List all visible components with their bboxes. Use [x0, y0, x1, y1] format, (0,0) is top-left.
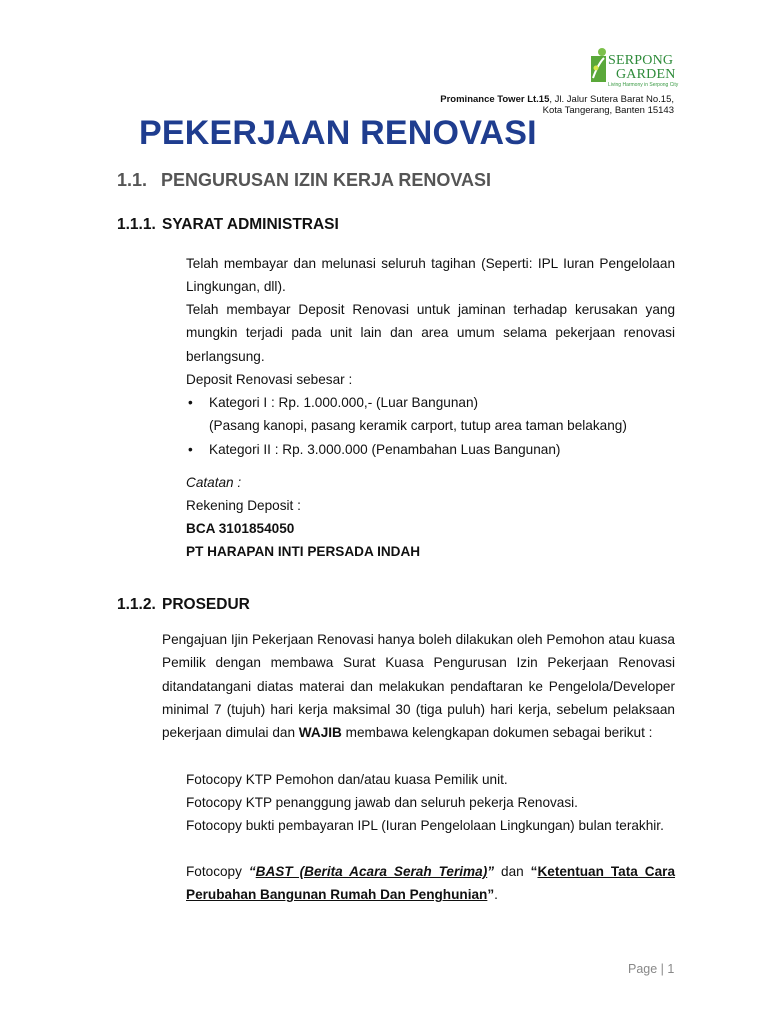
section-number: 1.1. — [117, 170, 148, 190]
section-heading — [117, 170, 491, 191]
bullet-icon: • — [188, 442, 193, 457]
deposit-category-2: Kategori II : Rp. 3.000.000 (Penambahan Luas Bangunan) — [209, 442, 561, 457]
page-title: PEKERJAAN RENOVASI — [139, 114, 537, 152]
logo-text-line2: GARDEN — [616, 67, 676, 82]
ketentuan-document: Ketentuan Tata Cara Perubahan Bangunan Rumah Dan Penghunian — [186, 864, 676, 903]
procedure-text: Pengajuan Ijin Pekerjaan Renovasi hanya boleh dilakukan oleh Pemohon atau kuasa Pemilik dengan membawa Surat Kuasa Pengurusan Izin Pekerjaan Renovasi ditandatangani diatas materai dan melakukan pendaftaran ke Pengelola/Developer minimal 7 (tujuh) hari kerja maksimal 30 (tiga puluh) hari kerja, sebelum pelaksaan pekerjaan dimulai dan — [162, 632, 675, 741]
subsection-heading-admin — [117, 216, 339, 234]
item4-prefix: Fotocopy — [186, 864, 249, 879]
subsection-heading-procedure — [117, 596, 250, 614]
page-number: Page | 1 — [628, 962, 675, 976]
section-title: PENGURUSAN IZIN KERJA RENOVASI — [161, 170, 492, 190]
item4-end: . — [494, 887, 498, 903]
document-item-3: Fotocopy bukti pembayaran IPL (Iuran Pengelolaan Lingkungan) bulan terakhir. — [186, 818, 664, 833]
procedure-required: WAJIB — [298, 725, 342, 741]
logo-text-line1: SERPONG — [608, 53, 674, 68]
admin-paragraph-1: Telah membayar dan melunasi seluruh tagihan (Seperti: IPL Iuran Pengelolaan Lingkungan, dll). — [186, 256, 675, 295]
item4-quote-open: “ — [248, 864, 256, 879]
account-number: BCA 3101854050 — [186, 521, 295, 536]
item4-quote-close: ” — [487, 864, 495, 879]
subsection-number: 1.1.1. — [117, 216, 156, 233]
address-building: Prominance Tower Lt.15 — [440, 94, 550, 105]
logo-tagline: Living Harmony in Serpong City — [608, 82, 679, 88]
deposit-category-1-note: (Pasang kanopi, pasang keramik carport, tutup area taman belakang) — [209, 418, 627, 433]
subsection-number: 1.1.2. — [117, 596, 156, 613]
document-item-4 — [186, 860, 675, 907]
address-city: Kota Tangerang, Banten 15143 — [542, 105, 674, 116]
note-label: Catatan : — [186, 475, 242, 490]
logo-leaf-icon — [590, 46, 608, 84]
procedure-text-end: membawa kelengkapan dokumen sebagai berikut : — [345, 725, 653, 741]
company-address — [440, 94, 674, 116]
item4-quote2-open: “ — [530, 864, 538, 879]
account-name: PT HARAPAN INTI PERSADA INDAH — [186, 544, 421, 559]
document-item-2: Fotocopy KTP penanggung jawab dan seluruh pekerja Renovasi. — [186, 795, 578, 810]
bullet-icon: • — [188, 395, 193, 410]
procedure-paragraph — [162, 628, 675, 744]
subsection-title: SYARAT ADMINISTRASI — [162, 216, 339, 233]
document-item-1: Fotocopy KTP Pemohon dan/atau kuasa Pemilik unit. — [186, 772, 508, 787]
deposit-category-1: Kategori I : Rp. 1.000.000,- (Luar Bangunan) — [209, 395, 479, 410]
address-street: , Jl. Jalur Sutera Barat No.15, — [549, 94, 674, 105]
bast-document: BAST (Berita Acara Serah Terima) — [255, 864, 488, 879]
item4-mid: dan — [494, 864, 531, 879]
admin-paragraph-2: Telah membayar Deposit Renovasi untuk jaminan terhadap kerusakan yang mungkin terjadi pada unit lain dan area umum selama pekerjaan renovasi berlangsung. — [186, 302, 675, 364]
serpong-garden-logo — [590, 44, 680, 92]
item4-quote2-close: ” — [487, 887, 495, 903]
subsection-title: PROSEDUR — [162, 596, 250, 613]
account-label: Rekening Deposit : — [186, 498, 301, 513]
deposit-intro: Deposit Renovasi sebesar : — [186, 372, 353, 387]
